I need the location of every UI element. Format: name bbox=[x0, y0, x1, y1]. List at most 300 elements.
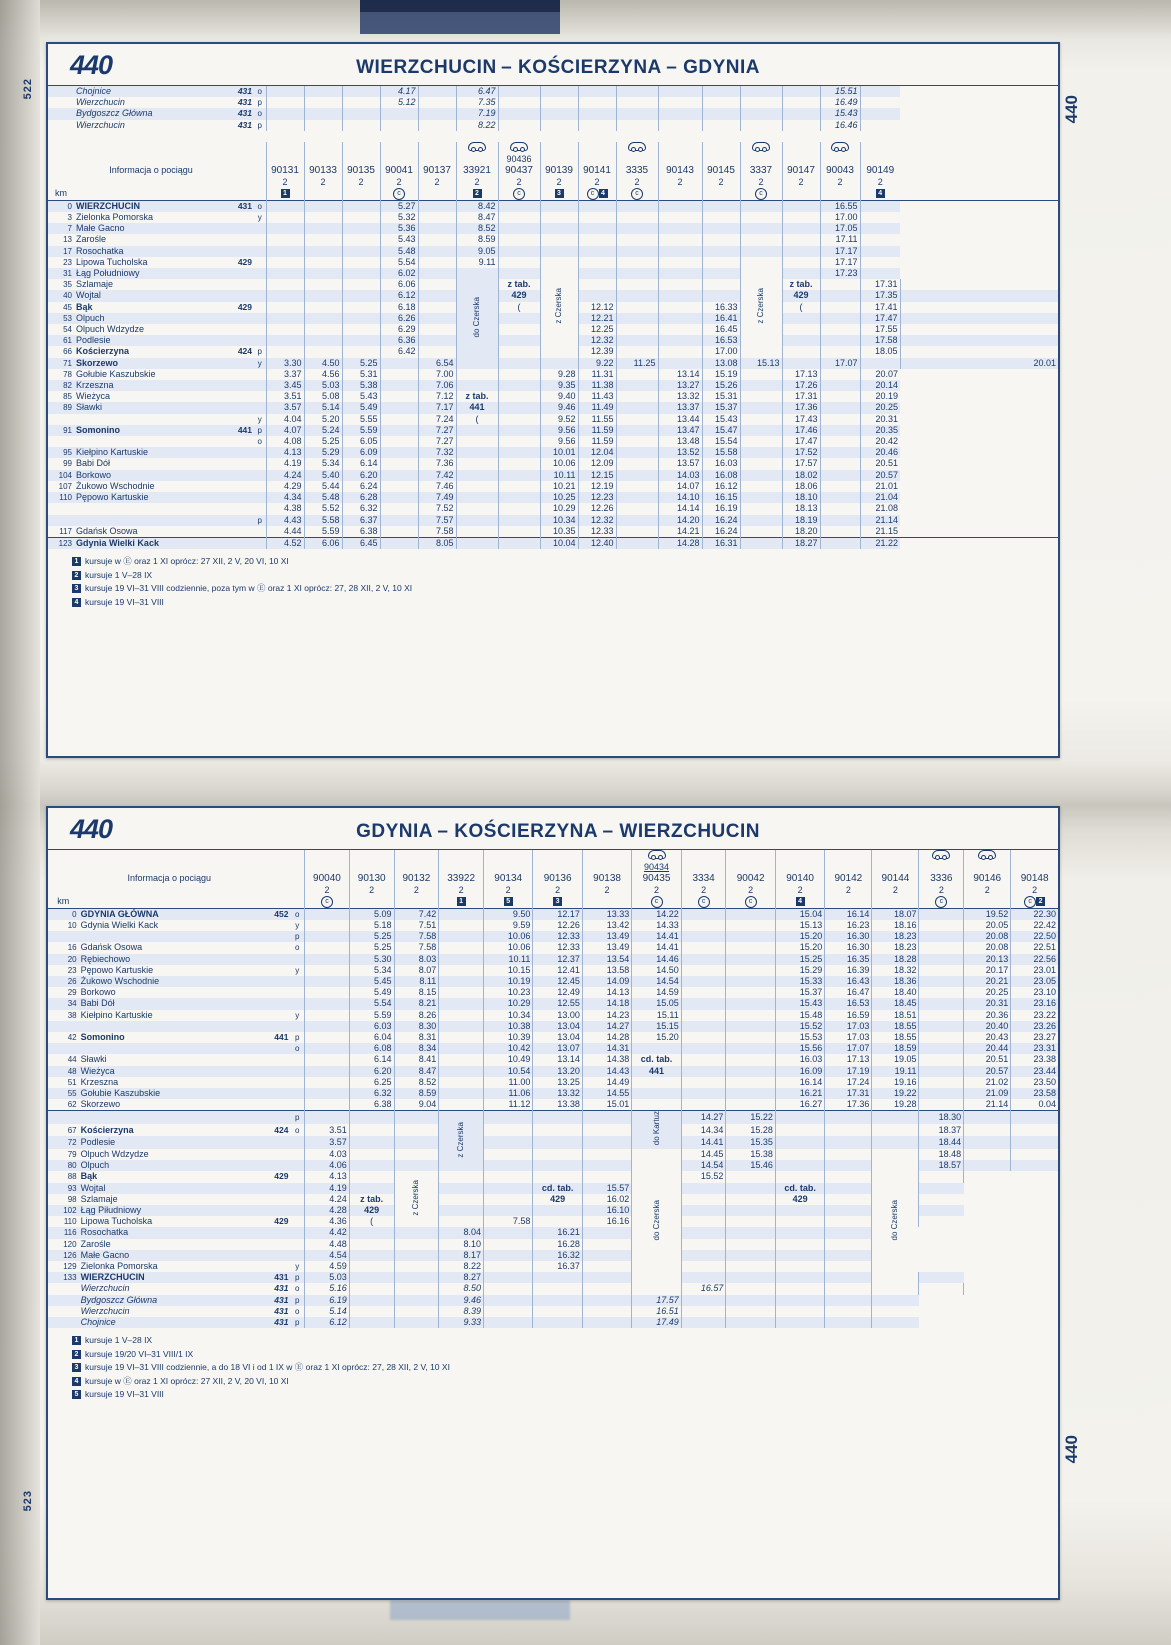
footnote-marker-1[interactable]: 1 bbox=[281, 189, 290, 198]
station-name: Żukowo Wschodnie bbox=[79, 976, 256, 987]
train-number[interactable]: 90146 bbox=[964, 873, 1011, 884]
pre-time: 7.35 bbox=[456, 97, 498, 108]
train-number[interactable]: 90133 bbox=[304, 165, 342, 176]
time-cell: 20.08 bbox=[964, 942, 1011, 953]
time-cell: 19.16 bbox=[872, 1077, 919, 1088]
train-number[interactable]: 90043 bbox=[820, 165, 860, 176]
time-cell: 17.11 bbox=[820, 234, 860, 245]
train-number[interactable]: 33922 bbox=[439, 873, 484, 884]
km-value: 80 bbox=[48, 1160, 79, 1171]
station-name bbox=[74, 414, 224, 425]
time-cell: 6.36 bbox=[380, 335, 418, 346]
time-cell: 9.56 bbox=[540, 425, 578, 436]
timetable-top bbox=[48, 86, 1058, 549]
time-cell: 13.38 bbox=[533, 1099, 582, 1111]
time-cell: 16.21 bbox=[533, 1227, 582, 1238]
time-cell: 19.05 bbox=[872, 1054, 919, 1065]
post-station: Chojnice bbox=[79, 1317, 256, 1328]
post-time: 9.46 bbox=[439, 1295, 484, 1306]
stop-type: p bbox=[290, 931, 304, 942]
station-name: Rosochatka bbox=[74, 246, 224, 257]
station-name: Babi Dół bbox=[76, 458, 111, 469]
time-cell: 17.03 bbox=[825, 1021, 872, 1032]
footnote-text: kursuje 19 VI–31 VIII codziennie, poza tym w Ⓔ oraz 1 XI oprócz: 27, 28 XII, 2 V, 10 XI bbox=[85, 583, 413, 594]
time-cell: 15.53 bbox=[775, 1032, 824, 1043]
station-name: Gdynia Wielki Kack bbox=[74, 537, 224, 549]
time-cell: 4.06 bbox=[305, 1160, 350, 1171]
time-cell: 11.43 bbox=[578, 391, 616, 402]
time-cell: 10.29 bbox=[540, 503, 578, 514]
time-cell bbox=[498, 503, 540, 514]
time-cell: 15.26 bbox=[702, 380, 740, 391]
title-dash-3: – bbox=[437, 821, 455, 842]
time-cell: 12.26 bbox=[578, 503, 616, 514]
km-value: 129 bbox=[63, 1261, 77, 1271]
time-cell: 17.13 bbox=[782, 369, 820, 380]
train-class: 2 bbox=[919, 885, 964, 896]
stop-type: o bbox=[295, 1125, 300, 1135]
time-cell: 15.47 bbox=[702, 425, 740, 436]
km-value: 16 bbox=[67, 943, 77, 953]
train-class: 2 bbox=[380, 177, 418, 188]
table-row bbox=[48, 987, 1058, 998]
time-cell: 8.42 bbox=[456, 200, 498, 212]
circle-symbol: c bbox=[513, 188, 525, 200]
km-value: 88 bbox=[67, 1172, 77, 1182]
table-row bbox=[48, 1066, 1058, 1077]
vertical-note: do Czerska bbox=[890, 1199, 900, 1241]
time-cell: 7.32 bbox=[418, 447, 456, 458]
footnote-mark: 4 bbox=[72, 1377, 81, 1386]
pre-row bbox=[48, 97, 1058, 108]
train-number[interactable]: 90136 bbox=[533, 873, 582, 884]
time-cell: 12.37 bbox=[533, 954, 582, 965]
stop-type bbox=[254, 503, 266, 514]
time-cell: 17.52 bbox=[782, 447, 820, 458]
time-cell: 17.46 bbox=[782, 425, 820, 436]
footnote-marker-3[interactable]: 3 bbox=[555, 189, 564, 198]
time-cell: 18.05 bbox=[860, 346, 900, 357]
km-value: 48 bbox=[48, 1066, 79, 1077]
train-number[interactable]: 90137 bbox=[418, 165, 456, 176]
km-value: 82 bbox=[48, 380, 74, 391]
train-number[interactable]: 90040 bbox=[305, 873, 350, 884]
time-cell: 14.49 bbox=[582, 1077, 631, 1088]
time-cell: 15.04 bbox=[775, 908, 824, 920]
pre-row bbox=[48, 120, 1058, 131]
train-number[interactable]: 90147 bbox=[782, 165, 820, 176]
train-class: 2 bbox=[439, 885, 484, 896]
post-time: 17.49 bbox=[632, 1317, 681, 1328]
time-cell: 16.24 bbox=[702, 515, 740, 526]
train-number[interactable]: 90143 bbox=[658, 165, 702, 176]
footnotes-top bbox=[48, 549, 1058, 608]
car-icon bbox=[831, 142, 849, 151]
table-row bbox=[48, 908, 1058, 920]
time-cell: 20.13 bbox=[964, 954, 1011, 965]
time-cell: 18.55 bbox=[872, 1021, 919, 1032]
footnote-item bbox=[72, 596, 1058, 609]
footnote-marker-4b[interactable]: 4 bbox=[876, 189, 885, 198]
time-cell: 13.04 bbox=[533, 1032, 582, 1043]
time-cell: 12.25 bbox=[578, 324, 616, 335]
pre-station: Wierzchucin bbox=[76, 119, 125, 130]
time-cell: 4.13 bbox=[305, 1171, 350, 1182]
time-cell: 21.04 bbox=[860, 492, 900, 503]
train-number[interactable]: 90130 bbox=[349, 873, 394, 884]
time-cell: 12.12 bbox=[578, 302, 616, 313]
train-number[interactable]: 3335 bbox=[616, 165, 658, 176]
block-note-sub: 429 bbox=[782, 290, 820, 301]
table-row bbox=[48, 976, 1058, 987]
km-value: 0 bbox=[48, 908, 79, 920]
time-cell: 4.29 bbox=[266, 481, 304, 492]
time-cell: 6.05 bbox=[342, 436, 380, 447]
timetable-bottom bbox=[48, 850, 1058, 1328]
time-cell: 21.15 bbox=[860, 526, 900, 538]
time-cell bbox=[498, 515, 540, 526]
time-cell: 13.25 bbox=[533, 1077, 582, 1088]
time-cell: 5.49 bbox=[349, 987, 394, 998]
train-extra-number-row bbox=[48, 154, 1058, 165]
block-note-sub: 441 bbox=[632, 1066, 681, 1077]
train-number-alt[interactable]: 90436 bbox=[498, 154, 540, 165]
time-cell: 16.16 bbox=[582, 1216, 631, 1227]
footnote-marker-2[interactable]: 2 bbox=[1036, 897, 1045, 906]
footnote-marker-1[interactable]: 1 bbox=[457, 897, 466, 906]
time-cell: 8.26 bbox=[394, 1010, 439, 1021]
station-name: Małe Gacno bbox=[74, 223, 224, 234]
train-number[interactable]: 90144 bbox=[872, 873, 919, 884]
circle-symbol: c bbox=[1024, 896, 1036, 908]
time-cell: 14.54 bbox=[632, 976, 681, 987]
time-cell: 6.26 bbox=[380, 313, 418, 324]
time-cell: 12.19 bbox=[578, 481, 616, 492]
time-cell: 17.26 bbox=[782, 380, 820, 391]
time-cell: 15.31 bbox=[702, 391, 740, 402]
footnote-marker-4[interactable]: 4 bbox=[599, 189, 608, 198]
time-cell: 15.22 bbox=[726, 1111, 775, 1124]
block-note: cd. tab. bbox=[775, 1183, 824, 1194]
table-row bbox=[48, 447, 1058, 458]
table-row bbox=[48, 1032, 1058, 1043]
time-cell: 8.04 bbox=[439, 1227, 484, 1238]
time-cell: 18.06 bbox=[782, 481, 820, 492]
train-number[interactable]: 90149 bbox=[860, 165, 900, 176]
train-number[interactable]: 3334 bbox=[681, 873, 726, 884]
footnote-marker-4[interactable]: 4 bbox=[796, 897, 805, 906]
time-cell: 6.02 bbox=[380, 268, 418, 279]
route-title-mid: KOŚCIERZYNA bbox=[454, 821, 599, 842]
post-row bbox=[48, 1317, 1058, 1328]
time-cell: 10.29 bbox=[483, 998, 532, 1009]
time-cell: 6.20 bbox=[342, 470, 380, 481]
km-value bbox=[48, 414, 74, 425]
train-number[interactable]: 90138 bbox=[582, 873, 631, 884]
km-value: 99 bbox=[63, 459, 72, 469]
time-cell: 5.20 bbox=[304, 414, 342, 425]
footnote-item bbox=[72, 1361, 1058, 1374]
time-cell: 14.34 bbox=[681, 1124, 726, 1136]
post-op: p bbox=[290, 1317, 304, 1328]
footnote-text: kursuje 19 VI–31 VIII bbox=[85, 1389, 164, 1400]
train-class: 2 bbox=[456, 177, 498, 188]
pre-time: 7.19 bbox=[456, 108, 498, 119]
time-cell: 11.25 bbox=[616, 358, 658, 369]
time-cell: 16.03 bbox=[702, 458, 740, 469]
km-value: 62 bbox=[67, 1100, 77, 1110]
train-class: 2 bbox=[616, 177, 658, 188]
time-cell: 16.59 bbox=[825, 1010, 872, 1021]
time-cell: 6.06 bbox=[380, 279, 418, 290]
station-name: Pępowo Kartuskie bbox=[74, 492, 224, 503]
time-cell: 0.04 bbox=[1011, 1099, 1058, 1111]
time-cell: 18.36 bbox=[872, 976, 919, 987]
route-title-mid: KOŚCIERZYNA bbox=[517, 57, 662, 78]
time-cell: 7.17 bbox=[418, 402, 456, 413]
time-cell: 10.06 bbox=[540, 458, 578, 469]
circle-symbol: c bbox=[631, 188, 643, 200]
time-cell: 9.35 bbox=[540, 380, 578, 391]
time-cell bbox=[616, 537, 658, 549]
time-cell: 6.25 bbox=[349, 1077, 394, 1088]
table-row bbox=[48, 954, 1058, 965]
time-cell: 13.44 bbox=[658, 414, 702, 425]
station-name: Borkowo bbox=[74, 470, 224, 481]
time-cell: 20.35 bbox=[860, 425, 900, 436]
train-number[interactable]: 33921 bbox=[456, 165, 498, 176]
time-cell: 5.09 bbox=[349, 908, 394, 920]
title-dash-1: – bbox=[501, 57, 518, 78]
time-cell: 8.52 bbox=[456, 223, 498, 234]
train-number[interactable]: 90148 bbox=[1011, 873, 1058, 884]
km-value: 17 bbox=[48, 246, 74, 257]
train-number[interactable]: 3336 bbox=[919, 873, 964, 884]
station-name: Lipowa Tucholska bbox=[76, 256, 148, 267]
stop-type: y bbox=[295, 921, 300, 931]
footnote-marker-5[interactable]: 5 bbox=[504, 897, 513, 906]
table-row bbox=[48, 526, 1058, 538]
time-cell: 14.23 bbox=[582, 1010, 631, 1021]
train-number[interactable]: 90141 bbox=[578, 165, 616, 176]
time-cell: 6.45 bbox=[342, 537, 380, 549]
station-name: Skorzewo bbox=[80, 1099, 121, 1110]
time-cell: 8.15 bbox=[394, 987, 439, 998]
time-cell: 6.54 bbox=[418, 358, 456, 369]
route-title-from: WIERZCHUCIN bbox=[356, 57, 497, 78]
station-name: Gdańsk Osowa bbox=[76, 525, 138, 536]
km-value: 93 bbox=[48, 1183, 79, 1194]
pre-op: p bbox=[257, 98, 262, 108]
time-cell: 7.58 bbox=[394, 931, 439, 942]
footnote-item bbox=[72, 582, 1058, 595]
station-name: Podlesie bbox=[79, 1136, 256, 1148]
footnote-item bbox=[72, 1388, 1058, 1401]
time-cell: 5.08 bbox=[304, 391, 342, 402]
table-row bbox=[48, 223, 1058, 234]
table-row bbox=[48, 425, 1058, 436]
time-cell: 14.28 bbox=[658, 537, 702, 549]
time-cell: 16.45 bbox=[702, 324, 740, 335]
time-cell: 18.07 bbox=[872, 908, 919, 920]
pre-time: 16.49 bbox=[820, 97, 860, 108]
time-cell: 6.12 bbox=[380, 290, 418, 301]
time-cell: 5.59 bbox=[304, 526, 342, 538]
circle-symbol: c bbox=[321, 896, 333, 908]
station-name: Lipowa Tucholska bbox=[80, 1216, 153, 1227]
post-station: Wierzchucin bbox=[80, 1305, 130, 1316]
time-cell: 7.58 bbox=[394, 942, 439, 953]
station-name: GDYNIA GŁÓWNA bbox=[79, 908, 256, 920]
time-cell: 16.03 bbox=[775, 1054, 824, 1065]
time-cell: 22.50 bbox=[1011, 931, 1058, 942]
time-cell: 5.25 bbox=[304, 436, 342, 447]
train-number-alt[interactable]: 90434 bbox=[632, 862, 681, 873]
vertical-note: do Czerska bbox=[472, 296, 481, 338]
station-name: Olpuch bbox=[79, 1160, 256, 1171]
pre-line: 431 bbox=[224, 86, 254, 97]
train-number[interactable]: 90131 bbox=[266, 165, 304, 176]
time-cell: 17.24 bbox=[825, 1077, 872, 1088]
train-number[interactable]: 90041 bbox=[380, 165, 418, 176]
time-cell: 15.56 bbox=[775, 1043, 824, 1054]
station-name: Gdańsk Osowa bbox=[80, 942, 143, 953]
km-value: 133 bbox=[48, 1272, 79, 1283]
km-value bbox=[48, 515, 74, 526]
time-cell: 23.16 bbox=[1011, 998, 1058, 1009]
time-cell: 15.25 bbox=[775, 954, 824, 965]
vertical-note: do Kartuz bbox=[651, 1111, 661, 1146]
station-name: Somonino bbox=[74, 425, 224, 436]
train-number[interactable]: 90132 bbox=[394, 873, 439, 884]
time-cell: 10.01 bbox=[540, 447, 578, 458]
time-cell: 15.35 bbox=[726, 1136, 775, 1148]
train-number[interactable]: 90139 bbox=[540, 165, 578, 176]
footnote-mark: 2 bbox=[72, 571, 81, 580]
time-cell: 11.00 bbox=[483, 1077, 532, 1088]
time-cell: 16.41 bbox=[702, 313, 740, 324]
time-cell: 5.52 bbox=[304, 503, 342, 514]
time-cell: 15.20 bbox=[632, 1032, 681, 1043]
time-cell: 17.13 bbox=[825, 1054, 872, 1065]
footnote-item bbox=[72, 1375, 1058, 1388]
time-cell: 6.37 bbox=[342, 515, 380, 526]
time-cell: 11.55 bbox=[578, 414, 616, 425]
time-cell: 4.08 bbox=[266, 436, 304, 447]
footnote-marker-2[interactable]: 2 bbox=[473, 189, 482, 198]
table-header-bottom bbox=[48, 808, 1058, 850]
train-class-row bbox=[48, 177, 1058, 188]
train-number[interactable]: 90437 bbox=[498, 165, 540, 176]
block-note-sub: 441 bbox=[456, 402, 498, 413]
time-cell: 4.34 bbox=[266, 492, 304, 503]
time-cell: 16.08 bbox=[702, 470, 740, 481]
time-cell: 8.03 bbox=[394, 954, 439, 965]
train-class-row bbox=[48, 885, 1058, 896]
time-cell: 12.04 bbox=[578, 447, 616, 458]
connecting-line: 424 bbox=[274, 1124, 289, 1135]
km-value: 67 bbox=[67, 1125, 77, 1135]
time-cell: 9.28 bbox=[540, 369, 578, 380]
train-class: 2 bbox=[349, 885, 394, 896]
time-cell: 17.35 bbox=[860, 290, 900, 301]
stop-type bbox=[254, 537, 266, 549]
time-cell: 9.56 bbox=[540, 436, 578, 447]
footnote-text: kursuje w Ⓔ oraz 1 XI oprócz: 27 XII, 2 V, 20 VI, 10 XI bbox=[85, 556, 289, 567]
car-icon bbox=[648, 850, 666, 859]
time-cell: 4.19 bbox=[305, 1183, 350, 1194]
train-number[interactable]: 90142 bbox=[825, 873, 872, 884]
train-class: 2 bbox=[782, 177, 820, 188]
station-name: Łąg Południowy bbox=[74, 268, 224, 279]
time-cell: 21.02 bbox=[964, 1077, 1011, 1088]
time-cell: 12.23 bbox=[578, 492, 616, 503]
post-op: o bbox=[295, 1306, 300, 1316]
table-row bbox=[48, 1077, 1058, 1088]
footnote-text: kursuje 19 VI–31 VIII bbox=[85, 596, 164, 607]
time-cell: 5.43 bbox=[380, 234, 418, 245]
time-cell: 20.40 bbox=[964, 1021, 1011, 1032]
time-cell: 20.08 bbox=[964, 931, 1011, 942]
circle-symbol: c bbox=[651, 896, 663, 908]
time-cell: 14.59 bbox=[632, 987, 681, 998]
time-cell: 7.49 bbox=[418, 492, 456, 503]
time-cell: 17.00 bbox=[702, 346, 740, 357]
route-title-to: WIERZCHUCIN bbox=[619, 821, 760, 842]
time-cell: 17.41 bbox=[860, 302, 900, 313]
train-number[interactable]: 90134 bbox=[483, 873, 532, 884]
time-cell: 6.04 bbox=[349, 1032, 394, 1043]
time-cell: 16.24 bbox=[702, 526, 740, 538]
time-cell: 15.58 bbox=[702, 447, 740, 458]
time-cell: 15.57 bbox=[582, 1183, 631, 1194]
station-name: Gołubie Kaszubskie bbox=[76, 368, 156, 379]
time-cell: 10.49 bbox=[483, 1054, 532, 1065]
pre-line: 431 bbox=[237, 97, 252, 108]
post-line: 431 bbox=[255, 1295, 290, 1306]
km-value: 42 bbox=[67, 1033, 77, 1043]
time-cell: 3.57 bbox=[305, 1136, 350, 1148]
time-cell: 8.31 bbox=[394, 1032, 439, 1043]
pre-time: 4.17 bbox=[380, 86, 418, 97]
km-value: 3 bbox=[67, 213, 72, 223]
train-number[interactable]: 90042 bbox=[726, 873, 775, 884]
km-value: 71 bbox=[48, 358, 74, 369]
train-number[interactable]: 3337 bbox=[740, 165, 782, 176]
time-cell: 23.31 bbox=[1011, 1043, 1058, 1054]
time-cell: 5.54 bbox=[380, 257, 418, 268]
time-cell: 23.44 bbox=[1011, 1066, 1058, 1077]
train-number[interactable]: 90145 bbox=[702, 165, 740, 176]
table-row bbox=[48, 470, 1058, 481]
time-cell: 12.32 bbox=[578, 335, 616, 346]
train-number[interactable]: 90435 bbox=[632, 873, 681, 884]
table-row bbox=[48, 998, 1058, 1009]
train-class: 2 bbox=[418, 177, 456, 188]
time-cell: 4.50 bbox=[304, 358, 342, 369]
time-cell: 4.04 bbox=[266, 414, 304, 425]
train-number[interactable]: 90135 bbox=[342, 165, 380, 176]
footnote-marker-3[interactable]: 3 bbox=[553, 897, 562, 906]
train-number[interactable]: 90140 bbox=[775, 873, 824, 884]
time-cell: 5.25 bbox=[349, 942, 394, 953]
time-cell: 16.23 bbox=[825, 920, 872, 931]
time-cell: 16.31 bbox=[702, 537, 740, 549]
time-cell: 5.03 bbox=[305, 1272, 350, 1283]
time-cell: 10.23 bbox=[483, 987, 532, 998]
pre-line: 431 bbox=[237, 119, 252, 130]
time-cell: 7.24 bbox=[418, 414, 456, 425]
